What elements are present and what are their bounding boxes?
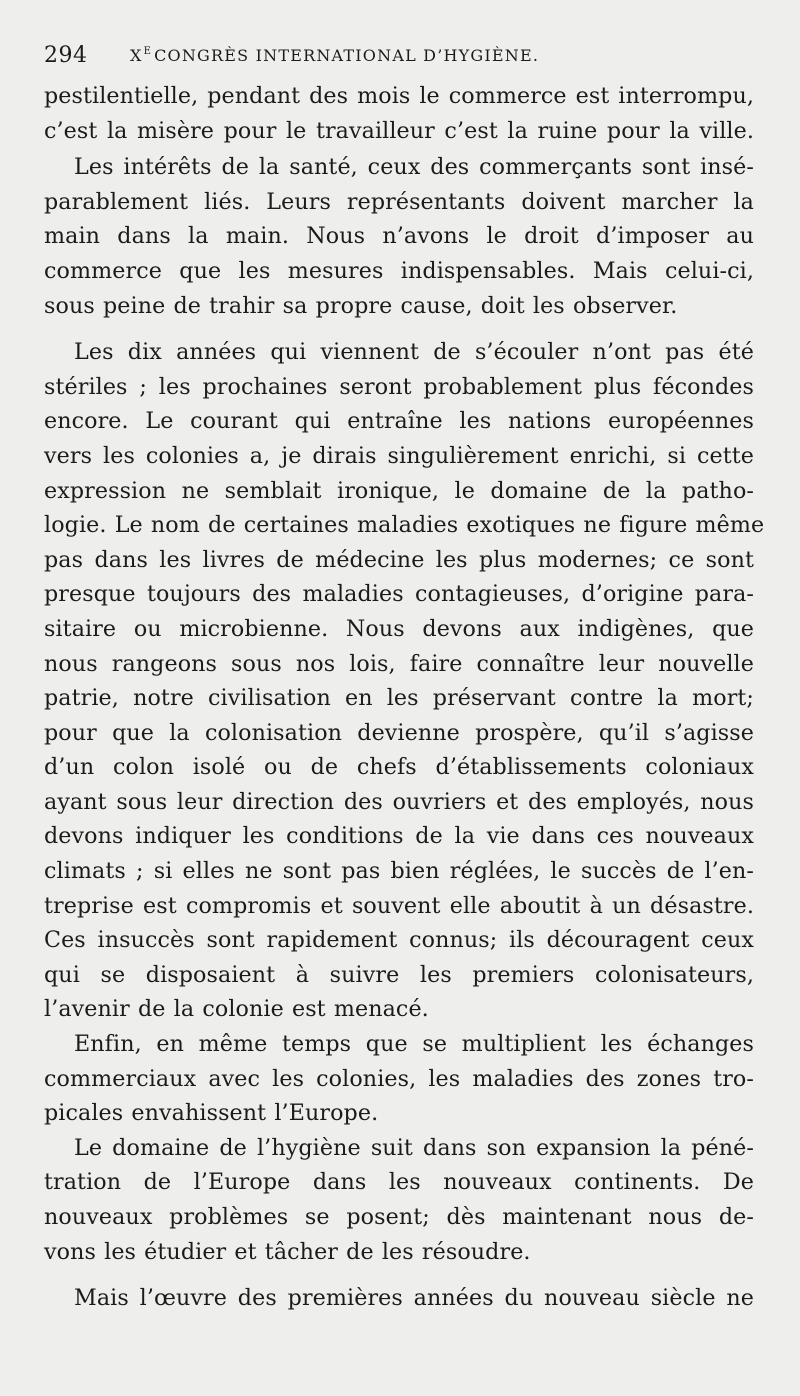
text-line: presque toujours des maladies contagieuses, d’origine para- bbox=[44, 581, 754, 608]
paragraph-3 bbox=[44, 335, 765, 1027]
text-line: sitaire ou microbienne. Nous devons aux indigènes, que bbox=[44, 615, 754, 642]
running-head-prefix: X bbox=[130, 45, 143, 65]
text-line: climats ; si elles ne sont pas bien réglées, le succès de l’en- bbox=[44, 858, 754, 885]
page-header bbox=[44, 38, 756, 72]
text-line: nouveaux problèmes se posent; dès maintenant nous de- bbox=[44, 1204, 754, 1230]
text-line: vers les colonies a, je dirais singulièrement enrichi, si cette bbox=[44, 442, 754, 469]
paragraph-1 bbox=[44, 79, 754, 148]
text-line: vons les étudier et tâcher de les résoudre. bbox=[44, 1238, 531, 1265]
text-line: sous peine de trahir sa propre cause, doit les observer. bbox=[44, 292, 678, 319]
running-head-superscript: E bbox=[143, 46, 153, 58]
paragraph-5 bbox=[44, 1131, 754, 1269]
paragraph-6 bbox=[44, 1281, 754, 1316]
text-line: l’avenir de la colonie est menacé. bbox=[44, 996, 429, 1023]
text-line: commerce que les mesures indispensables. Mais celui-ci, bbox=[44, 257, 754, 284]
text-line: patrie, notre civilisation en les préservant contre la mort; bbox=[44, 685, 754, 712]
text-line: commerciaux avec les colonies, les maladies des zones tro- bbox=[44, 1065, 754, 1092]
paragraph-2 bbox=[44, 150, 754, 323]
text-line: encore. Le courant qui entraîne les nations européennes bbox=[44, 408, 754, 435]
text-line: picales envahissent l’Europe. bbox=[44, 1100, 379, 1127]
text-line: stériles ; les prochaines seront probablement plus fécondes bbox=[44, 373, 754, 400]
text-line: pour que la colonisation devienne prospère, qu’il s’agisse bbox=[44, 719, 754, 746]
text-line: pas dans les livres de médecine les plus modernes; ce sont bbox=[44, 546, 754, 573]
text-line: d’un colon isolé ou de chefs d’établissements coloniaux bbox=[44, 754, 754, 781]
text-line: Mais l’œuvre des premières années du nouveau siècle ne bbox=[74, 1285, 754, 1312]
text-line: c’est la misère pour le travailleur c’est la ruine pour la ville. bbox=[44, 117, 754, 144]
text-line: Les dix années qui viennent de s’écouler n’ont pas été bbox=[74, 339, 754, 366]
text-line: Ces insuccès sont rapidement connus; ils découragent ceux bbox=[44, 927, 754, 954]
text-line: treprise est compromis et souvent elle aboutit à un désastre. bbox=[44, 892, 754, 919]
text-line: tration de l’Europe dans les nouveaux continents. De bbox=[44, 1169, 754, 1196]
text-line: main dans la main. Nous n’avons le droit d’imposer au bbox=[44, 223, 754, 250]
text-line: parablement liés. Leurs représentants doivent marcher la bbox=[44, 188, 754, 215]
text-line: logie. Le nom de certaines maladies exotiques ne figure même bbox=[44, 512, 765, 539]
paragraph-spacing bbox=[44, 323, 754, 335]
text-line: qui se disposaient à suivre les premiers colonisateurs, bbox=[44, 961, 754, 988]
page-body bbox=[44, 79, 765, 1316]
paragraph-spacing bbox=[44, 1269, 754, 1281]
text-line: ayant sous leur direction des ouvriers et des employés, nous bbox=[44, 788, 754, 815]
running-head-title: CONGRÈS INTERNATIONAL D’HYGIÈNE. bbox=[154, 45, 540, 65]
text-line: Le domaine de l’hygiène suit dans son expansion la péné- bbox=[74, 1134, 754, 1161]
text-line: expression ne semblait ironique, le domaine de la patho- bbox=[44, 477, 754, 504]
text-line: pestilentielle, pendant des mois le commerce est interrompu, bbox=[44, 83, 754, 109]
text-line: devons indiquer les conditions de la vie dans ces nouveaux bbox=[44, 823, 754, 850]
running-head bbox=[130, 46, 539, 65]
text-line: nous rangeons sous nos lois, faire connaître leur nouvelle bbox=[44, 650, 754, 677]
page-number: 294 bbox=[44, 42, 88, 68]
text-line: Les intérêts de la santé, ceux des commerçants sont insé- bbox=[74, 154, 754, 181]
text-line: Enfin, en même temps que se multiplient les échanges bbox=[74, 1031, 754, 1058]
paragraph-4 bbox=[44, 1027, 754, 1131]
